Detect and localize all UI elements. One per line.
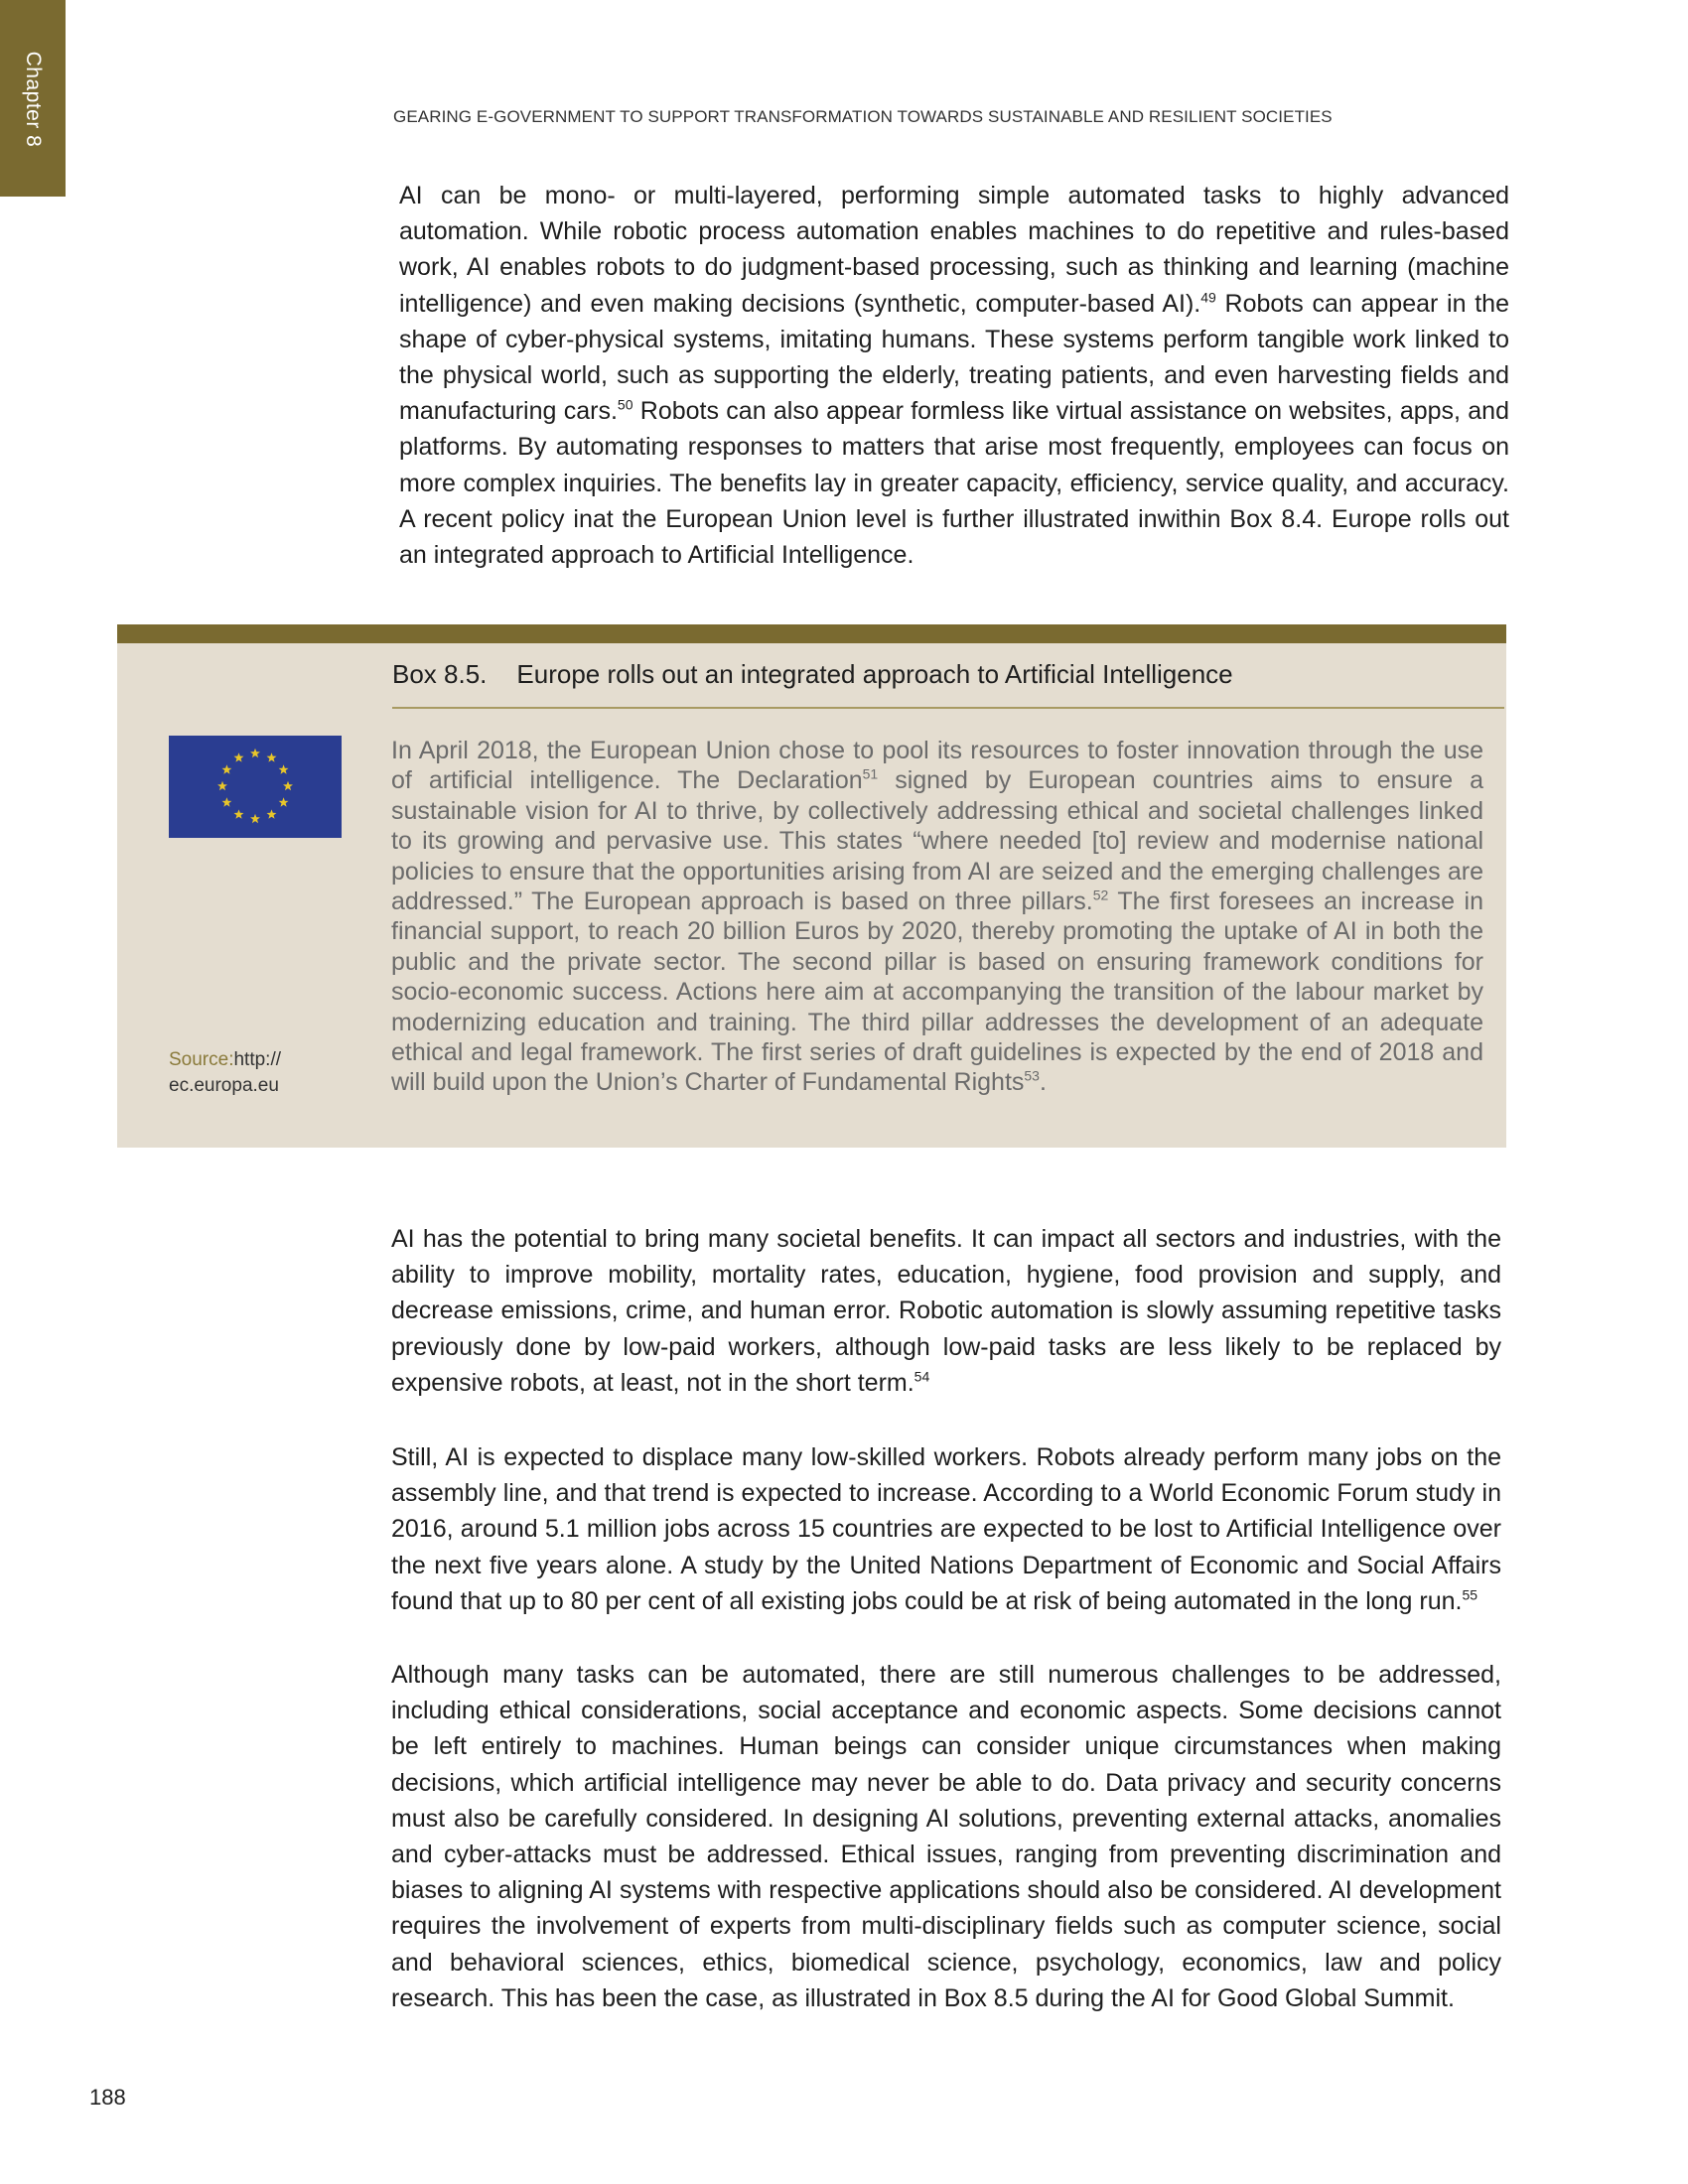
- footnote-ref[interactable]: 54: [914, 1368, 930, 1385]
- footnote-ref[interactable]: 55: [1462, 1586, 1478, 1603]
- page-number: 188: [89, 2085, 126, 2110]
- footnote-ref[interactable]: 53: [1024, 1068, 1040, 1085]
- paragraph-societal-benefits: AI has the potential to bring many societal benefits. It can impact all sectors and industries, with the ability to improve mobility, mortality rates, education, hygiene, food provision and supply, and decrease emissions, crime, and human error. Robotic automation is slowly assuming repetitive tasks previously done by low-paid workers, although low-paid tasks are less likely to be replaced by expensive robots, at least, not in the short term.$^{54}$: [391, 1225, 1501, 1397]
- box-top-bar: [117, 624, 1506, 643]
- footnote-ref[interactable]: 50: [617, 396, 633, 413]
- footnote-ref[interactable]: 51: [862, 766, 879, 783]
- running-header: GEARING E-GOVERNMENT TO SUPPORT TRANSFORMATION TOWARDS SUSTAINABLE AND RESILIENT SOCIETIES: [393, 107, 1333, 126]
- paragraph-challenges: Although many tasks can be automated, there are still numerous challenges to be addressed, including ethical considerations, social acceptance and economic aspects. Some decisions cannot be left entirely to machines. Human beings can consider unique circumstances when making decisions, which artificial intelligence may never be able to do. Data privacy and security concerns must also be carefully considered. In designing AI solutions, preventing external attacks, anomalies and cyber-attacks must be addressed. Ethical issues, ranging from preventing discrimination and biases to aligning AI systems with respective applications should also be considered. AI development requires the involvement of experts from multi-disciplinary fields such as computer science, social and behavioral sciences, ethics, biomedical science, psychology, economics, law and policy research. This has been the case, as illustrated in Box 8.5 during the AI for Good Global Summit.: [391, 1661, 1501, 2012]
- footnote-ref[interactable]: 52: [1092, 887, 1109, 903]
- box-body-text: In April 2018, the European Union chose to pool its resources to foster innovation through the use of artificial intelligence. The Declaration$^{51}$ signed by European countries aims to ensure a sustainable vision for AI to thrive, by collectively addressing ethical and societal challenges linked to its growing and pervasive use. This states “where needed [to] review and modernise national policies to ensure that the opportunities arising from AI are seized and the emerging challenges are addressed.” The European approach is based on three pillars.$^{52}$ The first foresees an increase in financial support, to reach 20 billion Euros by 2020, thereby promoting the uptake of AI in both the public and the private sector. The second pillar is based on ensuring framework conditions for socio-economic success. Actions here aim at accompanying the transition of the labour market by modernizing education and training. The third pillar addresses the development of an adequate ethical and legal framework. The first series of draft guidelines is expected by the end of 2018 and will build upon the Union’s Charter of Fundamental Rights$^{53}$.: [391, 737, 1483, 1097]
- chapter-tab-label: Chapter 8: [22, 51, 45, 148]
- box-8-5: [117, 624, 1506, 1148]
- box-title: [392, 659, 1504, 709]
- footnote-ref[interactable]: 49: [1200, 289, 1216, 306]
- eu-flag-icon: [169, 736, 342, 838]
- source-link[interactable]: http:// ec.europa.eu: [169, 1049, 282, 1096]
- box-title-text: Europe rolls out an integrated approach to Artificial Intelligence: [516, 659, 1233, 689]
- intro-paragraph: AI can be mono- or multi-layered, performing simple automated tasks to highly advanced automation. While robotic process automation enables machines to do repetitive and rules-based work, AI enables robots to do judgment-based processing, such as thinking and learning (machine intelligence) and even making decisions (synthetic, computer-based AI).$^{49}$ Robots can appear in the shape of cyber-physical systems, imitating humans. These systems perform tangible work linked to the physical world, such as supporting the elderly, treating patients, and even harvesting fields and manufacturing cars.$^{50}$ Robots can also appear formless like virtual assistance on websites, apps, and platforms. By automating responses to matters that arise most frequently, employees can focus on more complex inquiries. The benefits lay in greater capacity, efficiency, service quality, and accuracy. A recent policy inat the European Union level is further illustrated inwithin Box 8.4. Europe rolls out an integrated approach to Artificial Intelligence.: [399, 182, 1509, 570]
- chapter-tab: [0, 0, 66, 197]
- box-number: Box 8.5.: [392, 659, 488, 689]
- source-label: Source:: [169, 1049, 234, 1070]
- source-note: [169, 1047, 328, 1099]
- paragraph-job-displacement: Still, AI is expected to displace many low-skilled workers. Robots already perform many jobs on the assembly line, and that trend is expected to increase. According to a World Economic Forum study in 2016, around 5.1 million jobs across 15 countries are expected to be lost to Artificial Intelligence over the next five years alone. A study by the United Nations Department of Economic and Social Affairs found that up to 80 per cent of all existing jobs could be at risk of being automated in the long run.$^{55}$: [391, 1443, 1501, 1615]
